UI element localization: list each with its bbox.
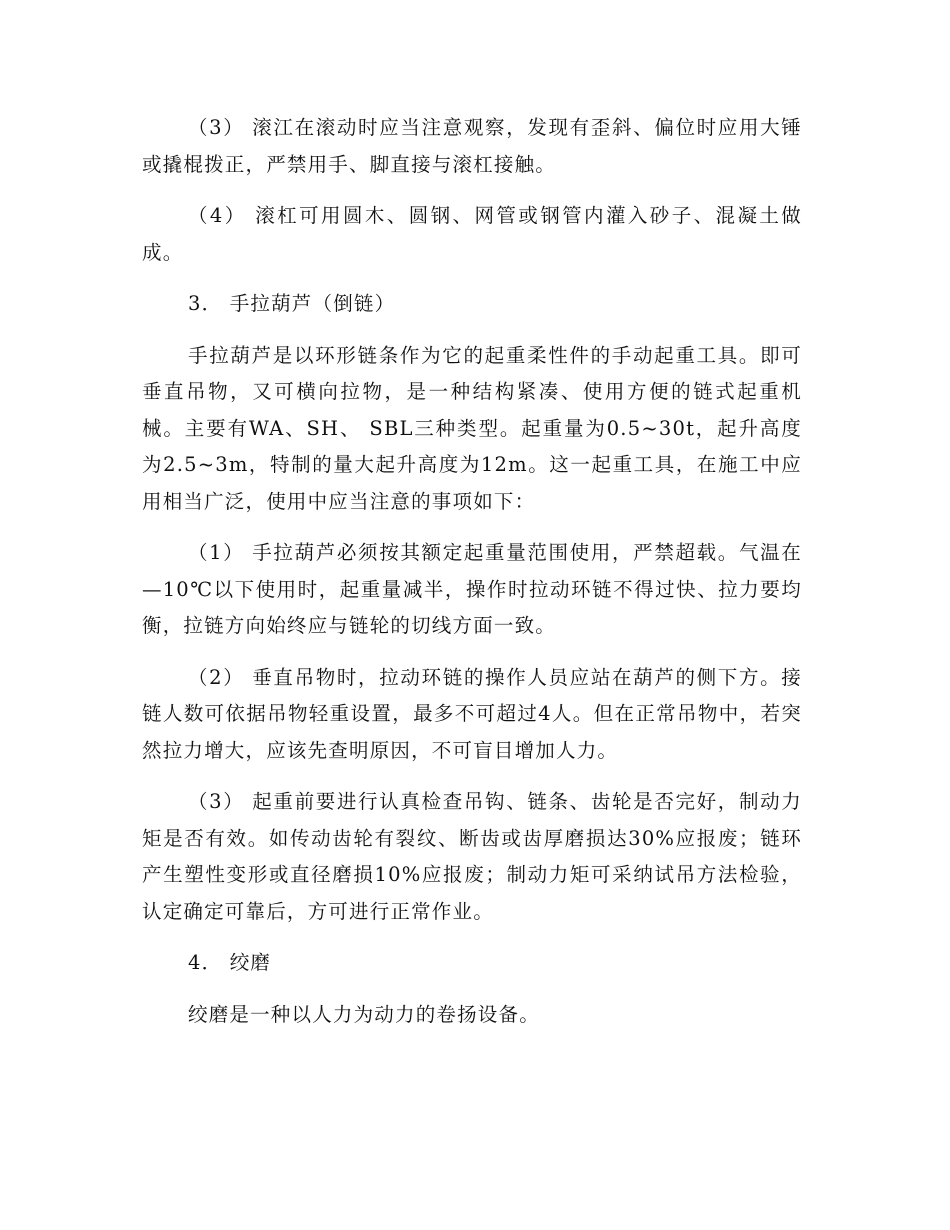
paragraph-hoist-rule-3: （3） 起重前要进行认真检查吊钩、链条、齿轮是否完好，制动力矩是否有效。如传动齿轮有裂纹、断齿或齿厚磨损达30%应报废；链环产生塑性变形或直径磨损10%应报废；制动力矩可采纳试吊方法检验，认定确定可靠后，方可进行正常作业。 [142, 790, 802, 923]
section-heading-chain-hoist: 3． 手拉葫芦（倒链） [188, 292, 396, 315]
document-body [142, 110, 802, 1048]
paragraph-hoist-rule-2: （2） 垂直吊物时，拉动环链的操作人员应站在葫芦的侧下方。接链人数可依据吊物轻重设置，最多不可超过4人。但在正常吊物中，若突然拉力增大，应该先查明原因，不可盲目增加人力。 [142, 665, 802, 762]
paragraph-hoist-rule-1: （1） 手拉葫芦必须按其额定起重量范围使用，严禁超载。气温在—10℃以下使用时，起重量减半，操作时拉动环链不得过快、拉力要均衡，拉链方向始终应与链轮的切线方面一致。 [142, 541, 802, 637]
paragraph-rolling-observation: （3） 滚江在滚动时应当注意观察，发现有歪斜、偏位时应用大锤或撬棍拨正，严禁用手、脚直接与滚杠接触。 [142, 116, 802, 176]
paragraph-winch-intro: 绞磨是一种以人力为动力的卷扬设备。 [188, 1002, 540, 1026]
paragraph-chain-hoist-intro: 手拉葫芦是以环形链条作为它的起重柔性件的手动起重工具。即可垂直吊物，又可横向拉物，是一种结构紧凑、使用方便的链式起重机械。主要有WA、SH、 SBL三种类型。起重量为0.5~30t，起升高度为2.5~3m，特制的量大起升高度为12m。这一起重工具，在施工中应用相当广泛，使用中应当注意的事项如下： [142, 343, 802, 513]
section-heading-winch: 4． 绞磨 [188, 951, 272, 974]
paragraph-roller-materials: （4） 滚杠可用圆木、圆钢、网管或钢管内灌入砂子、混凝土做成。 [142, 204, 802, 264]
